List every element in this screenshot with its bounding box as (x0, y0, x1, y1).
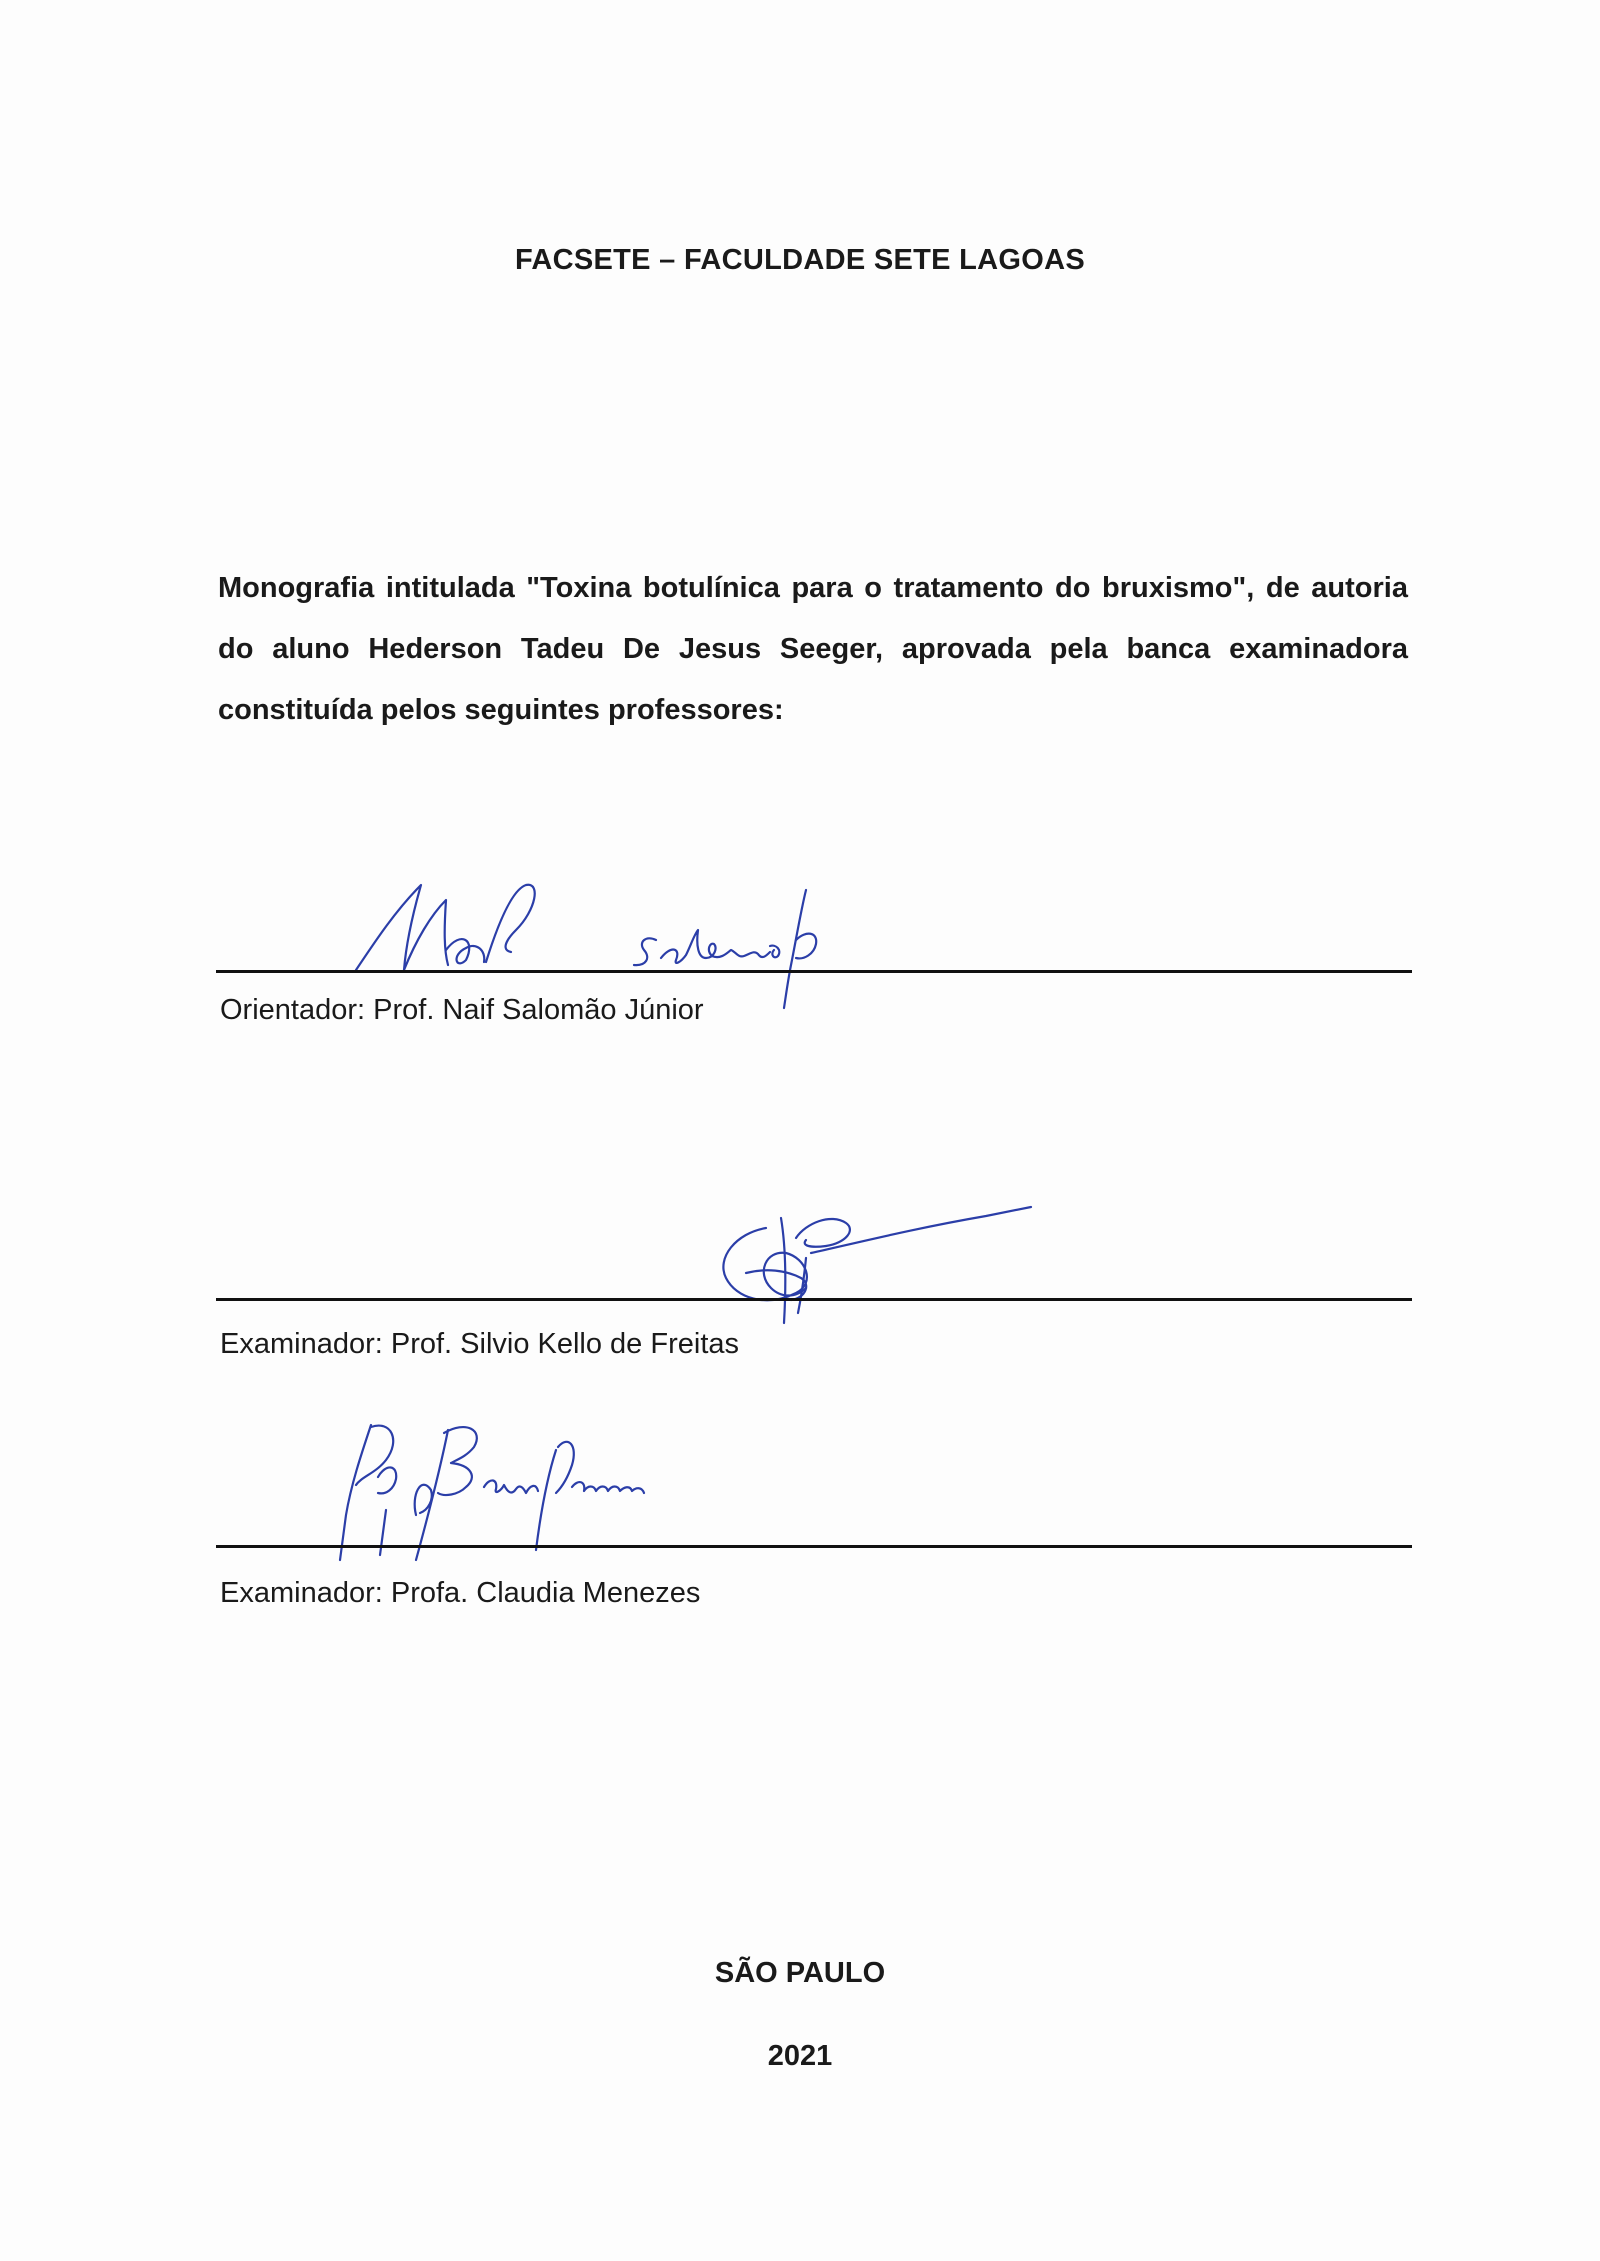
examiner-2-label: Examinador: Profa. Claudia Menezes (220, 1577, 701, 1609)
city: SÃO PAULO (714, 1957, 886, 1989)
institution-title: FACSETE – FACULDADE SETE LAGOAS (514, 244, 1086, 276)
signature-block-advisor (216, 870, 1412, 1030)
approval-statement: Monografia intitulada "Toxina botulínica para o tratamento do bruxismo", de autoria do aluno Hederson Tadeu De Jesus Seeger, aprovada pela banca examinadora constituída pelos seguintes professores: (218, 572, 1408, 726)
examiner-2-signature-line (216, 1545, 1412, 1548)
advisor-signature (326, 870, 946, 1010)
signature-block-examiner-1 (216, 1190, 1412, 1370)
signature-block-examiner-2 (216, 1415, 1412, 1615)
advisor-signature-line (216, 970, 1412, 973)
advisor-label: Orientador: Prof. Naif Salomão Júnior (220, 994, 704, 1026)
examiner-1-label: Examinador: Prof. Silvio Kello de Freitas (220, 1328, 739, 1360)
examiner-1-signature (686, 1198, 1046, 1338)
examiner-1-signature-line (216, 1298, 1412, 1301)
examiner-2-signature (316, 1415, 836, 1565)
year: 2021 (767, 2040, 833, 2072)
